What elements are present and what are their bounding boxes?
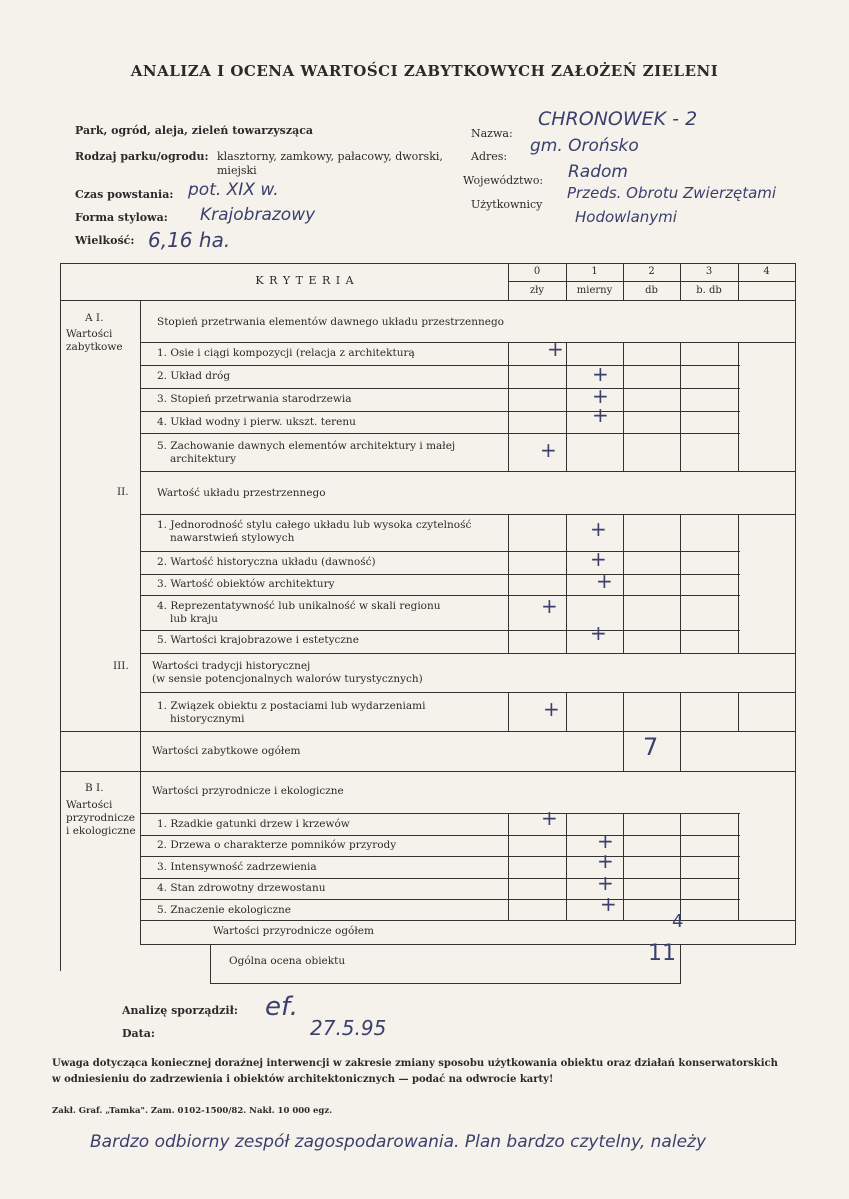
check-mark: + <box>592 403 609 427</box>
section-ii-label: II. <box>117 486 129 498</box>
row-label: 5. Wartości krajobrazowe i estetyczne <box>157 634 359 646</box>
row-label: 2. Drzewa o charakterze pomników przyrody <box>157 839 397 851</box>
row-label: 3. Stopień przetrwania starodrzewia <box>157 393 352 405</box>
address-value: gm. Orońsko <box>530 136 639 156</box>
time-label: Czas powstania: <box>75 188 174 201</box>
group-3-subtitle: (w sensie potencjonalnych walorów turystycznych) <box>152 673 423 685</box>
size-value: 6,16 ha. <box>148 228 231 252</box>
check-mark: + <box>597 829 614 853</box>
check-mark: + <box>540 438 557 462</box>
rule <box>738 692 739 732</box>
rule <box>508 342 509 472</box>
kind-label: Rodzaj parku/ogrodu: <box>75 150 209 163</box>
author-signature: ef. <box>265 992 298 1022</box>
row-label: historycznymi <box>170 713 245 725</box>
col-label-1: mierny <box>576 285 613 296</box>
rule <box>623 813 624 921</box>
date-label: Data: <box>122 1027 155 1040</box>
group-1-title: Stopień przetrwania elementów dawnego układu przestrzennego <box>157 316 504 328</box>
voivodeship-label: Województwo: <box>463 174 544 187</box>
overall-value: 11 <box>648 941 676 966</box>
check-mark: + <box>543 697 560 721</box>
rule <box>60 263 796 264</box>
rule <box>140 692 796 693</box>
rule <box>566 813 567 921</box>
section-iii-label: III. <box>113 660 129 672</box>
print-info: Zakł. Graf. „Tamka". Zam. 0102-1500/82. Nakł. 10 000 egz. <box>52 1106 333 1116</box>
row-label: 2. Układ dróg <box>157 370 231 382</box>
check-mark: + <box>541 806 558 830</box>
rule <box>566 342 567 472</box>
row-label: 3. Wartość obiektów architektury <box>157 578 335 590</box>
rule <box>680 813 681 921</box>
rule <box>795 263 796 944</box>
col-1: 1 <box>591 266 598 277</box>
date-value: 27.5.95 <box>310 1016 387 1040</box>
row-label: 1. Osie i ciągi kompozycji (relacja z architekturą <box>157 347 415 359</box>
rule <box>140 595 740 596</box>
rule <box>140 471 796 472</box>
total-a-value: 7 <box>643 733 659 761</box>
section-a-label: A I. <box>85 312 104 324</box>
row-label: 1. Jednorodność stylu całego układu lub wysoka czytelność <box>157 519 472 531</box>
rule <box>140 653 796 654</box>
rule <box>140 630 740 631</box>
users-value-2: Hodowlanymi <box>575 208 677 226</box>
rule <box>140 574 740 575</box>
kind-options: klasztorny, zamkowy, pałacowy, dworski, <box>217 150 443 163</box>
rule <box>680 342 681 472</box>
note-line-1: Uwaga dotycząca koniecznej doraźnej interwencji w zakresie zmiany sposobu użytkowania obiektu oraz działań konserwatorskich <box>52 1058 778 1069</box>
kind-options-2: miejski <box>217 164 257 177</box>
rule <box>60 731 796 732</box>
rule <box>210 983 680 984</box>
rule <box>140 342 796 343</box>
row-label: nawarstwień stylowych <box>170 532 295 544</box>
col-3: 3 <box>705 266 713 277</box>
note-line-2: w odniesieniu do zadrzewienia i obiektów architektonicznych — podać na odwrocie karty! <box>52 1074 554 1085</box>
row-label: lub kraju <box>170 613 218 625</box>
rule <box>566 514 567 654</box>
rule <box>140 944 796 945</box>
total-a-label: Wartości zabytkowe ogółem <box>152 745 301 757</box>
section-b-label: B I. <box>85 782 104 794</box>
rule <box>140 835 740 836</box>
check-mark: + <box>592 362 609 386</box>
check-mark: + <box>597 871 614 895</box>
time-value: pot. XIX w. <box>188 180 279 200</box>
check-mark: + <box>592 384 609 408</box>
rule <box>508 514 509 654</box>
group-4-title: Wartości przyrodnicze i ekologiczne <box>152 785 344 797</box>
col-0: 0 <box>533 266 541 277</box>
rule <box>140 813 740 814</box>
rule <box>680 944 681 984</box>
page-title: ANALIZA I OCENA WARTOŚCI ZABYTKOWYCH ZAŁOŻEŃ ZIELENI <box>130 62 719 80</box>
row-label: 5. Zachowanie dawnych elementów architektury i małej <box>157 440 456 452</box>
name-value: CHRONOWEK - 2 <box>538 108 698 130</box>
rule <box>738 813 739 921</box>
criteria-header: K R Y T E R I A <box>255 274 355 287</box>
col-4: 4 <box>763 266 770 277</box>
rule <box>140 388 740 389</box>
row-label: 2. Wartość historyczna układu (dawność) <box>157 556 376 568</box>
col-2: 2 <box>648 266 655 277</box>
check-mark: + <box>596 569 613 593</box>
row-label: 5. Znaczenie ekologiczne <box>157 904 292 916</box>
rule <box>623 514 624 654</box>
rule <box>60 300 796 301</box>
row-label: 4. Reprezentatywność lub unikalność w skali regionu <box>157 600 441 612</box>
col-label-3: b. db <box>696 285 722 296</box>
rule <box>140 551 740 552</box>
check-mark: + <box>597 849 614 873</box>
row-label: 1. Związek obiektu z postaciami lub wydarzeniami <box>157 700 426 712</box>
check-mark: + <box>590 547 607 571</box>
col-label-0: zły <box>529 285 545 296</box>
rule <box>738 514 739 654</box>
check-mark: + <box>590 517 607 541</box>
row-label: 4. Układ wodny i pierw. ukszt. terenu <box>157 416 356 428</box>
rule <box>140 920 796 921</box>
style-label: Forma stylowa: <box>75 211 168 224</box>
check-mark: + <box>541 594 558 618</box>
rule <box>140 300 141 944</box>
rule <box>680 514 681 654</box>
rule <box>680 692 681 772</box>
rule <box>508 813 509 921</box>
check-mark: + <box>600 892 617 916</box>
rule <box>140 433 740 434</box>
group-3-title: Wartości tradycji historycznej <box>152 660 311 672</box>
rule <box>210 944 211 984</box>
size-label: Wielkość: <box>75 234 135 247</box>
name-label: Nazwa: <box>471 127 513 140</box>
rule <box>508 692 509 732</box>
row-label: 3. Intensywność zadrzewienia <box>157 861 317 873</box>
type-label: Park, ogród, aleja, zieleń towarzysząca <box>75 124 314 137</box>
handwritten-note: Bardzo odbiorny zespół zagospodarowania. Plan bardzo czytelny, należy <box>90 1132 707 1152</box>
row-label: 4. Stan zdrowotny drzewostanu <box>157 882 326 894</box>
rule <box>508 281 796 282</box>
total-b-label: Wartości przyrodnicze ogółem <box>213 925 374 937</box>
row-label: 1. Rzadkie gatunki drzew i krzewów <box>157 818 350 830</box>
rule <box>60 263 61 971</box>
rule <box>140 856 740 857</box>
address-label: Adres: <box>471 150 508 163</box>
group-2-title: Wartość układu przestrzennego <box>157 487 326 499</box>
row-label: architektury <box>170 453 237 465</box>
rule <box>140 878 740 879</box>
rule <box>140 365 740 366</box>
rule <box>140 899 740 900</box>
section-b-name: Wartości przyrodnicze i ekologiczne <box>66 799 136 837</box>
rule <box>140 411 740 412</box>
overall-label: Ogólna ocena obiektu <box>229 955 346 967</box>
rule <box>60 771 796 772</box>
rule <box>566 692 567 732</box>
users-label: Użytkownicy <box>471 198 543 211</box>
check-mark: + <box>547 337 564 361</box>
voivodeship-value: Radom <box>568 162 628 182</box>
total-b-value: 4 <box>672 911 684 932</box>
rule <box>623 692 624 772</box>
rule <box>623 342 624 472</box>
author-label: Analizę sporządził: <box>122 1004 238 1017</box>
check-mark: + <box>590 621 607 645</box>
style-value: Krajobrazowy <box>200 205 316 225</box>
col-label-2: db <box>645 285 658 296</box>
rule <box>738 342 739 472</box>
rule <box>140 514 796 515</box>
users-value-1: Przeds. Obrotu Zwierzętami <box>567 184 777 202</box>
section-a-name: Wartości zabytkowe <box>66 328 123 353</box>
